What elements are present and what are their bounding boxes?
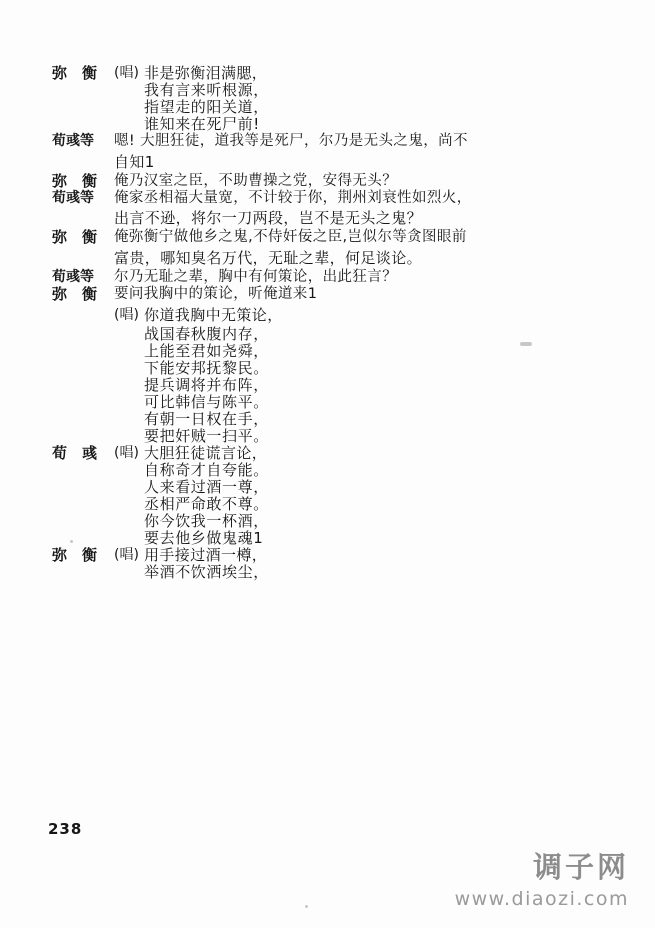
dialogue-line	[52, 284, 612, 303]
verse-text: 自称奇才自夸能。	[144, 460, 269, 479]
dialogue-text: 俺乃汉室之臣，不助曹操之党，安得无头？	[114, 172, 398, 189]
dialogue-continuation	[52, 151, 612, 172]
verse-text: 可比韩信与陈平。	[144, 392, 269, 411]
verse-line	[52, 511, 612, 530]
dialogue-text: 要问我胸中的策论，听俺道来1	[114, 285, 318, 302]
speaker-name: 荀 彧	[52, 443, 98, 462]
verse-text: 谁知来在死尸前!	[144, 115, 260, 133]
speaker-name: 弥 衡	[52, 228, 98, 246]
verse-text: 大胆狂徒谎言论，	[144, 443, 268, 462]
dialogue-line	[52, 230, 612, 245]
verse-text: 你道我胸中无策论，	[144, 305, 283, 324]
continuation-indent	[52, 247, 114, 268]
verse-text: 上能至君如尧舜，	[144, 341, 269, 360]
dialogue-text: 俺弥衡宁做他乡之鬼,不侍奸佞之臣,岂似尔等贪图眼前	[114, 229, 467, 245]
verse-line	[52, 426, 612, 445]
verse-text: 我有言来听根源，	[144, 81, 269, 99]
dialogue-text: 尔乃无耻之辈，胸中有何策论，出此狂言？	[114, 269, 398, 285]
verse-line	[52, 460, 612, 479]
dialogue-line	[52, 545, 612, 564]
verse-line	[52, 117, 612, 132]
verse-line	[52, 324, 612, 343]
sung-continuation	[52, 304, 612, 325]
dialogue-text: 嗯! 大胆狂徒，道我等是死尸，尔乃是无头之鬼，尚不	[114, 133, 468, 149]
verse-line	[52, 528, 612, 547]
dialogue-text: 俺家丞相福大量宽，不计较于你，荆州刘衰性如烈火，	[114, 189, 472, 206]
dialogue-continuation	[52, 207, 612, 228]
continuation-indent	[52, 151, 114, 172]
paper-speck	[305, 905, 308, 908]
verse-text: 丞相严命敢不尊。	[144, 494, 269, 513]
verse-text: 有朝一日权在手，	[144, 409, 269, 428]
sing-marker: (唱)	[114, 306, 139, 323]
speaker-name: 荀彧等	[52, 189, 94, 206]
dialogue-text: 自知1	[114, 152, 155, 171]
dialogue-text: 富贵，哪知臭名万代，无耻之辈，何足谈论。	[114, 249, 423, 267]
verse-line	[52, 494, 612, 513]
verse-text: 要去他乡做鬼魂1	[144, 528, 264, 547]
verse-text: 用手接过酒一樽，	[144, 545, 268, 564]
verse-line	[52, 83, 612, 98]
watermark-title: 调子网	[532, 850, 629, 885]
sing-marker: (唱)	[114, 546, 139, 563]
verse-text: 举酒不饮洒埃尘，	[144, 562, 269, 581]
speaker-name: 荀彧等	[52, 133, 94, 149]
dialogue-line	[52, 66, 612, 81]
verse-line	[52, 341, 612, 360]
sing-marker: (唱)	[114, 444, 139, 461]
dialogue-continuation	[52, 247, 612, 268]
verse-line	[52, 562, 612, 581]
script-body	[52, 66, 612, 582]
speaker-name: 弥 衡	[52, 171, 98, 190]
verse-text: 要把奸贼一扫平。	[144, 426, 269, 445]
continuation-indent	[52, 207, 114, 228]
speaker-name: 弥 衡	[52, 64, 98, 82]
dialogue-line	[52, 443, 612, 462]
speaker-name: 荀彧等	[52, 269, 94, 285]
verse-text: 人来看过酒一尊，	[144, 477, 269, 496]
verse-line	[52, 358, 612, 377]
speaker-name: 弥 衡	[52, 284, 98, 303]
verse-text: 你今饮我一杯酒，	[144, 511, 269, 530]
verse-text: 战国春秋腹内存，	[144, 324, 269, 343]
verse-text: 指望走的阳关道，	[144, 98, 269, 116]
watermark	[455, 852, 629, 910]
dialogue-text: 出言不逊，将尔一刀两段，岂不是无头之鬼？	[114, 209, 423, 227]
verse-line	[52, 375, 612, 394]
verse-text: 下能安邦抚黎民。	[144, 358, 269, 377]
verse-text: 提兵调将并布阵，	[144, 375, 269, 394]
sing-marker: (唱)	[114, 65, 139, 81]
watermark-url: www.diaozi.com	[454, 888, 629, 910]
verse-line	[52, 409, 612, 428]
verse-line	[52, 392, 612, 411]
dialogue-line	[52, 134, 612, 149]
dialogue-line	[52, 270, 612, 285]
verse-line	[52, 477, 612, 496]
dialogue-line	[52, 191, 612, 206]
speaker-name: 弥 衡	[52, 545, 98, 564]
dialogue-text: 非是弥衡泪满腮，	[144, 64, 268, 82]
continuation-indent	[52, 304, 114, 325]
page-number: 238	[48, 820, 83, 838]
verse-line	[52, 100, 612, 115]
dialogue-line	[52, 171, 612, 190]
